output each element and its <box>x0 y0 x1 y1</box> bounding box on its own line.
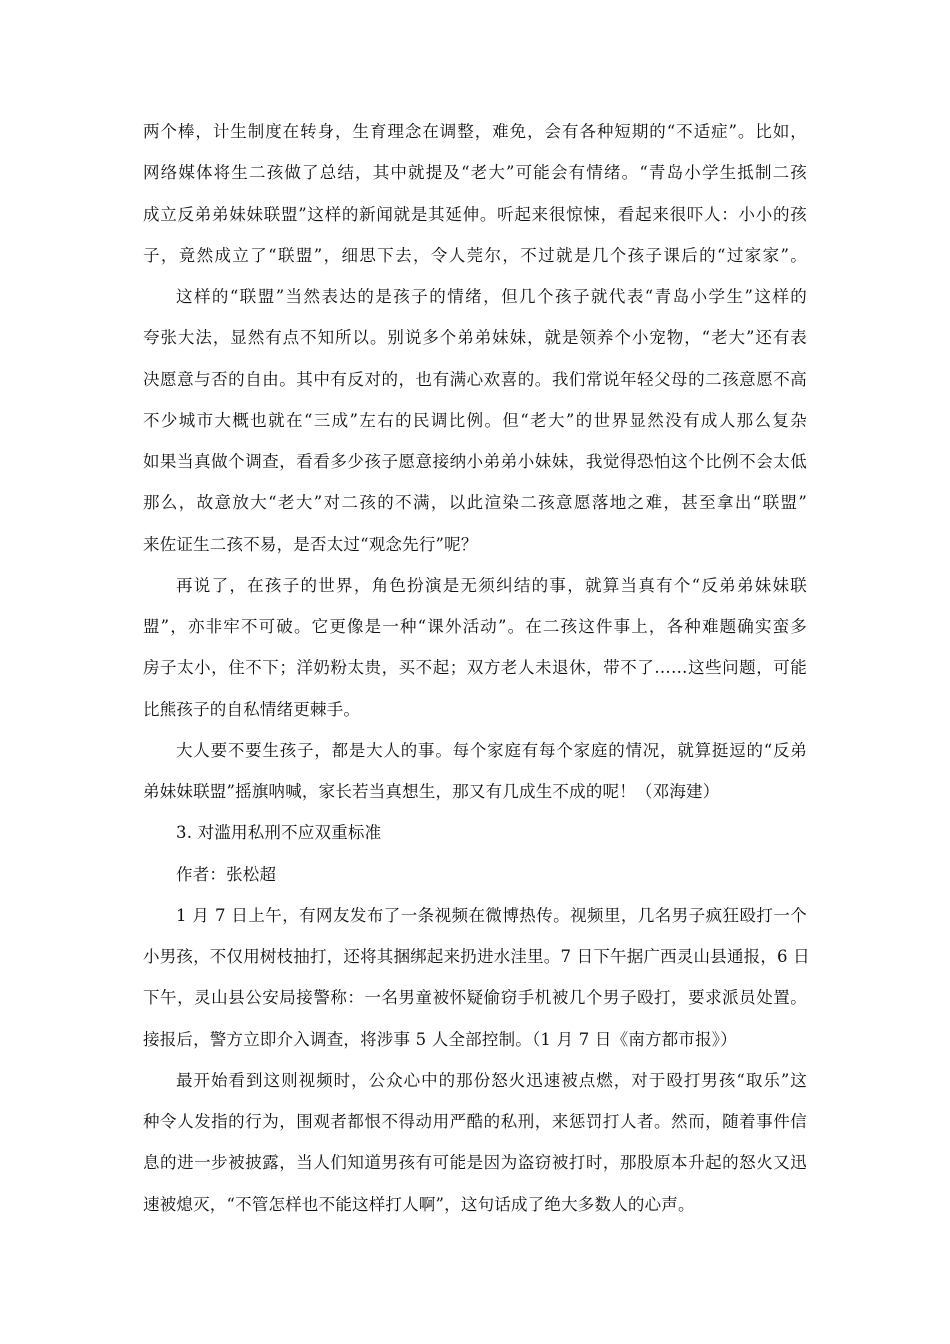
text-line: 速被熄灭，“不管怎样也不能这样打人啊”，这句话成了绝大多数人的心声。 <box>143 1194 695 1214</box>
text-line: 夸张大法，显然有点不知所以。别说多个弟弟妹妹，就是领养个小宠物，“老大”还有表 <box>143 328 807 348</box>
text-line: 决愿意与否的自由。其中有反对的，也有满心欢喜的。我们常说年轻父母的二孩意愿不高 <box>143 369 807 389</box>
text-line: 这样的“联盟”当然表达的是孩子的情绪，但几个孩子就代表“青岛小学生”这样的 <box>176 287 807 306</box>
text-line: 下午，灵山县公安局接警称：一名男童被怀疑偷窃手机被几个男子殴打，要求派员处置。 <box>143 988 807 1008</box>
text-line: 那么，故意放大“老大”对二孩的不满，以此渲染二孩意愿落地之难，甚至拿出“联盟” <box>143 493 807 513</box>
text-line: 房子太小，住不下；洋奶粉太贵，买不起；双方老人未退休，带不了……这些问题，可能 <box>143 658 807 678</box>
text-line: 两个棒，计生制度在转身，生育理念在调整，难免，会有各种短期的“不适症”。比如， <box>143 122 807 141</box>
text-line: 比熊孩子的自私情绪更棘手。 <box>143 699 361 719</box>
text-line: 种令人发指的行为，围观者都恨不得动用严酷的私刑，来惩罚打人者。然而，随着事件信 <box>143 1112 807 1131</box>
text-line: 接报后，警方立即介入调查，将涉事 5 人全部控制。（1 月 7 日《南方都市报》） <box>143 1029 737 1049</box>
text-line: 盟”，亦非牢不可破。它更像是一种“课外活动”。在二孩这件事上，各种难题确实蛮多 <box>143 617 807 636</box>
text-line: 不少城市大概也就在“三成”左右的民调比例。但“老大”的世界显然没有成人那么复杂 <box>143 410 807 430</box>
text-line: 成立反弟弟妹妹联盟”这样的新闻就是其延伸。听起来很惊悚，看起来很吓人：小小的孩 <box>143 204 807 224</box>
text-line: 如果当真做个调查，看看多少孩子愿意接纳小弟弟小妹妹，我觉得恐怕这个比例不会太低 <box>143 452 807 471</box>
text-line: 再说了，在孩子的世界，角色扮演是无须纠结的事，就算当真有个“反弟弟妹妹联 <box>176 575 807 595</box>
text-line: 大人要不要生孩子，都是大人的事。每个家庭有每个家庭的情况，就算挺逗的“反弟 <box>176 740 807 760</box>
text-line: 弟妹妹联盟”摇旗呐喊，家长若当真想生，那又有几成生不成的呢！（邓海建） <box>143 782 720 801</box>
text-line: 1 月 7 日上午，有网友发布了一条视频在微博热传。视频里，几名男子疯狂殴打一个 <box>176 905 807 925</box>
text-line: 最开始看到这则视频时，公众心中的那份怒火迅速被点燃，对于殴打男孩“取乐”这 <box>176 1070 807 1090</box>
text-line: 网络媒体将生二孩做了总结，其中就提及“老大”可能会有情绪。“青岛小学生抵制二孩 <box>143 163 807 183</box>
text-line: 小男孩，不仅用树枝抽打，还将其捆绑起来扔进水洼里。7 日下午据广西灵山县通报，6 日 <box>143 947 810 966</box>
text-line: 3. 对滥用私刑不应双重标准 <box>176 823 382 843</box>
text-line: 作者：张松超 <box>176 864 277 884</box>
text-line: 来佐证生二孩不易，是否太过“观念先行”呢？ <box>143 534 478 554</box>
text-line: 息的进一步被披露，当人们知道男孩有可能是因为盗窃被打时，那股原本升起的怒火又迅 <box>143 1153 807 1173</box>
text-line: 子，竟然成立了“联盟”，细思下去，令人莞尔，不过就是几个孩子课后的“过家家”。 <box>143 245 807 265</box>
document-page <box>143 122 810 1236</box>
